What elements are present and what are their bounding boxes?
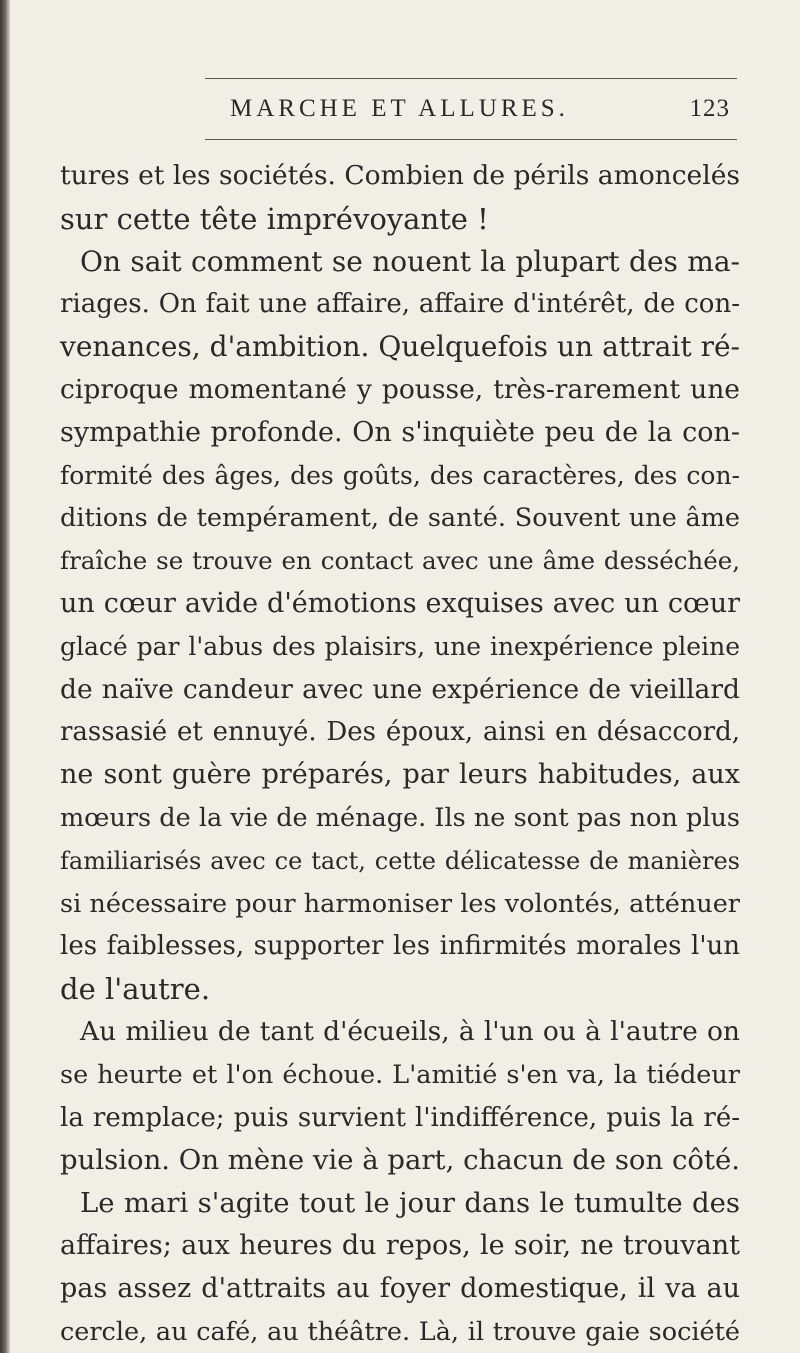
text-line: ciproque momentané y pousse, très-rarement une (60, 373, 740, 405)
text-line: se heurte et l'on échoue. L'amitié s'en va, la tiédeur (60, 1059, 740, 1090)
header-rule-bottom (205, 139, 737, 140)
text-line: affaires; aux heures du repos, le soir, ne trouvant (60, 1229, 740, 1261)
text-line: sympathie profonde. On s'inquiète peu de la con- (60, 416, 740, 448)
text-line: riages. On fait une affaire, affaire d'intérêt, de con- (60, 289, 740, 320)
text-line: de naïve candeur avec une expérience de vieillard (60, 673, 740, 705)
body-text (60, 155, 740, 1353)
text-line: un cœur avide d'émotions exquises avec un cœur (60, 587, 740, 619)
text-line: formité des âges, des goûts, des caractères, des con- (60, 460, 740, 490)
text-line: venances, d'ambition. Quelquefois un attrait ré- (60, 330, 740, 364)
text-line: si nécessaire pour harmoniser les volontés, atténuer (60, 888, 740, 919)
page-number: 123 (689, 95, 730, 122)
text-line: sur cette tête imprévoyante ! (60, 201, 489, 236)
text-line: ne sont guère préparés, par leurs habitudes, aux (60, 759, 740, 791)
text-line: tures et les sociétés. Combien de périls amoncelés (60, 160, 740, 191)
header-rule-top (205, 78, 737, 79)
text-line: de l'autre. (60, 972, 211, 1007)
text-line: glacé par l'abus des plaisirs, une inexpérience pleine (60, 631, 740, 661)
text-line: fraîche se trouve en contact avec une âme desséchée, (60, 546, 740, 576)
text-line: la remplace; puis survient l'indifférence, puis la ré- (60, 1102, 740, 1133)
text-line: rassasié et ennuyé. Des époux, ainsi en désaccord, (60, 717, 740, 748)
text-line: pulsion. On mène vie à part, chacun de son côté. (60, 1144, 740, 1177)
text-line: les faiblesses, supporter les infirmités morales l'un (60, 931, 740, 962)
page-gutter-shadow (0, 0, 10, 1353)
running-head (230, 92, 730, 126)
text-line: pas assez d'attraits au foyer domestique, il va au (60, 1272, 740, 1304)
text-line: ditions de tempérament, de santé. Souvent une âme (60, 503, 740, 534)
text-line: Au milieu de tant d'écueils, à l'un ou à l'autre on (80, 1015, 740, 1047)
text-line: cercle, au café, au théâtre. Là, il trouve gaie société (60, 1316, 740, 1347)
text-line: mœurs de la vie de ménage. Ils ne sont pas non plus (60, 802, 740, 833)
running-head-title: MARCHE ET ALLURES. (230, 95, 569, 122)
text-line: On sait comment se nouent la plupart des ma- (80, 244, 740, 278)
text-line: Le mari s'agite tout le jour dans le tumulte des (80, 1187, 740, 1220)
text-line: familiarisés avec ce tact, cette délicatesse de manières (60, 846, 740, 875)
